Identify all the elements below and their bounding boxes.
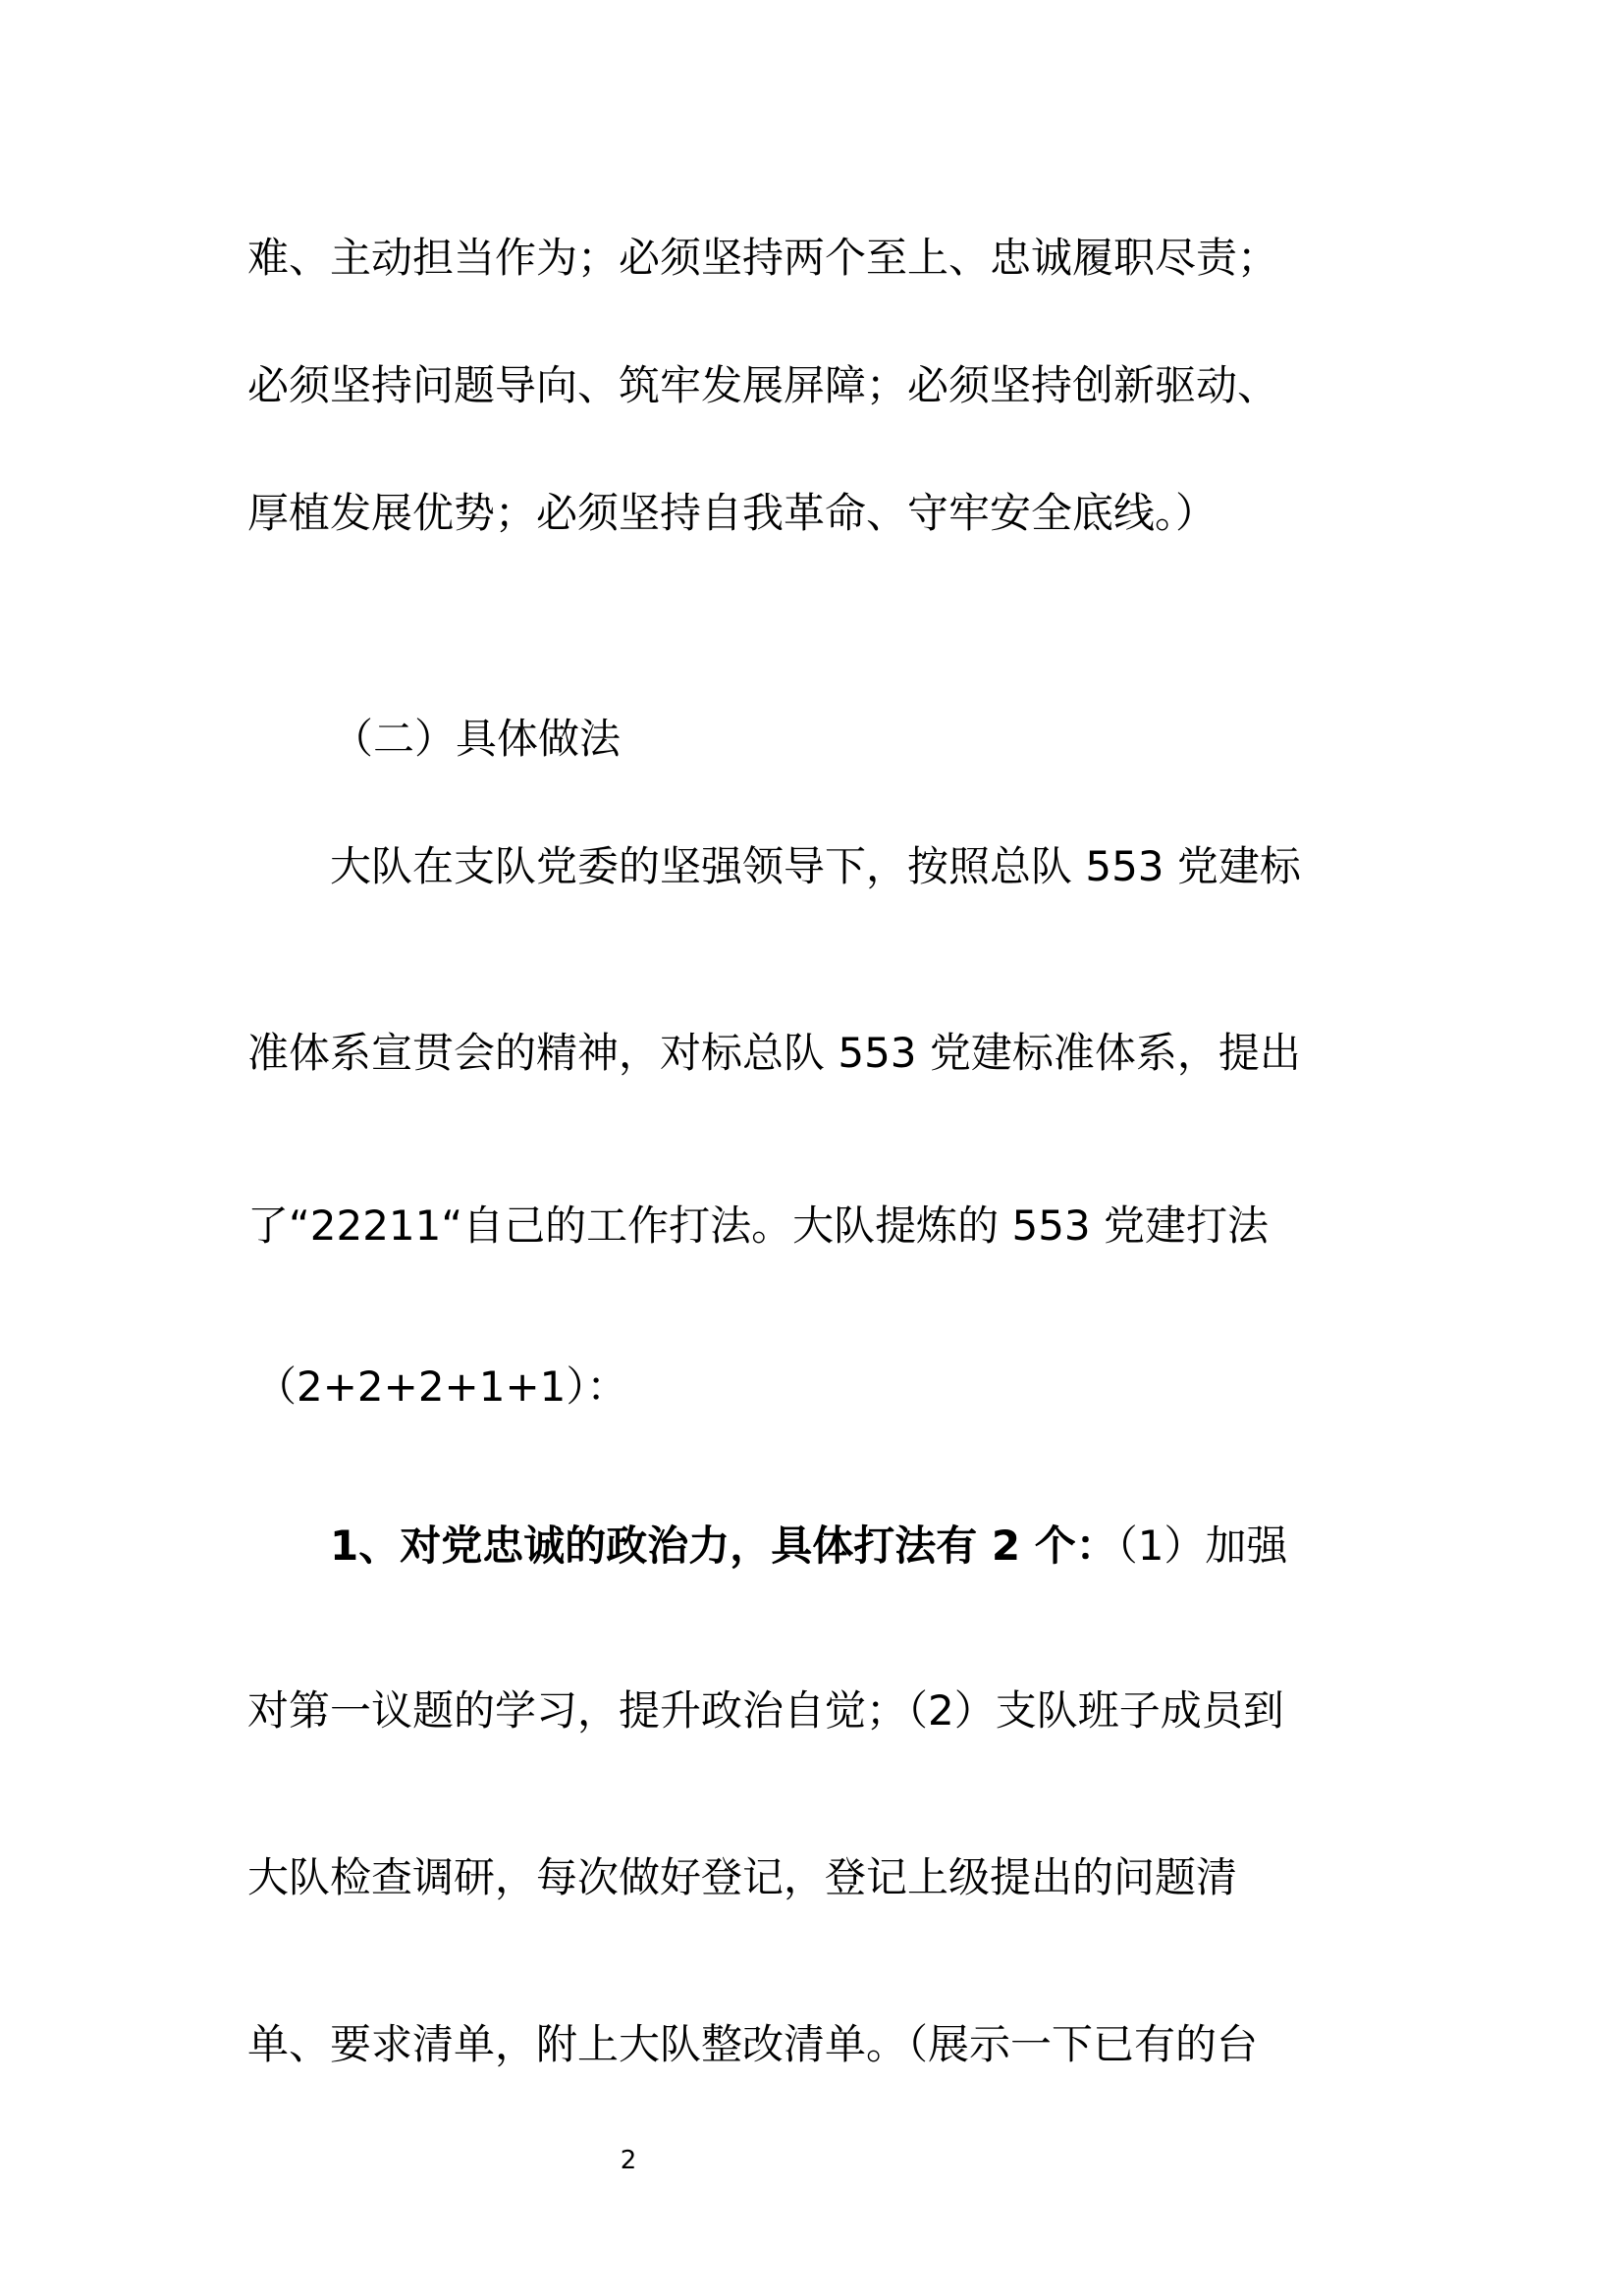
text-line-2: 必须坚持问题导向、筑牢发展屏障；必须坚持创新驱动、 bbox=[247, 361, 1279, 409]
item-1-line bbox=[330, 1517, 1386, 1575]
item-1-bold-heading: 1、对党忠诚的政治力，具体打法有 2 个： bbox=[330, 1522, 1117, 1570]
item-1-line-2: 对第一议题的学习，提升政治自觉；（2）支队班子成员到 bbox=[247, 1686, 1284, 1735]
item-1-line-3: 大队检查调研，每次做好登记，登记上级提出的问题清 bbox=[247, 1853, 1238, 1901]
paragraph-line-3: 了“22211“自己的工作打法。大队提炼的 553 党建打法 bbox=[247, 1201, 1269, 1250]
paragraph-line-2: 准体系宣贯会的精神，对标总队 553 党建标准体系，提出 bbox=[247, 1029, 1301, 1077]
page-number: 2 bbox=[620, 2146, 637, 2175]
paragraph-line-4: （2+2+2+1+1）： bbox=[255, 1362, 628, 1411]
item-1-rest: （1）加强 bbox=[1116, 1522, 1288, 1570]
paragraph-line-1: 大队在支队党委的坚强领导下，按照总队 553 党建标 bbox=[330, 842, 1301, 890]
item-1-line-4: 单、要求清单，附上大队整改清单。（展示一下已有的台 bbox=[247, 2020, 1259, 2068]
section-heading: （二）具体做法 bbox=[332, 715, 622, 763]
text-line-1: 难、主动担当作为；必须坚持两个至上、忠诚履职尽责； bbox=[247, 234, 1279, 282]
text-line-3: 厚植发展优势；必须坚持自我革命、守牢安全底线。） bbox=[247, 489, 1218, 537]
